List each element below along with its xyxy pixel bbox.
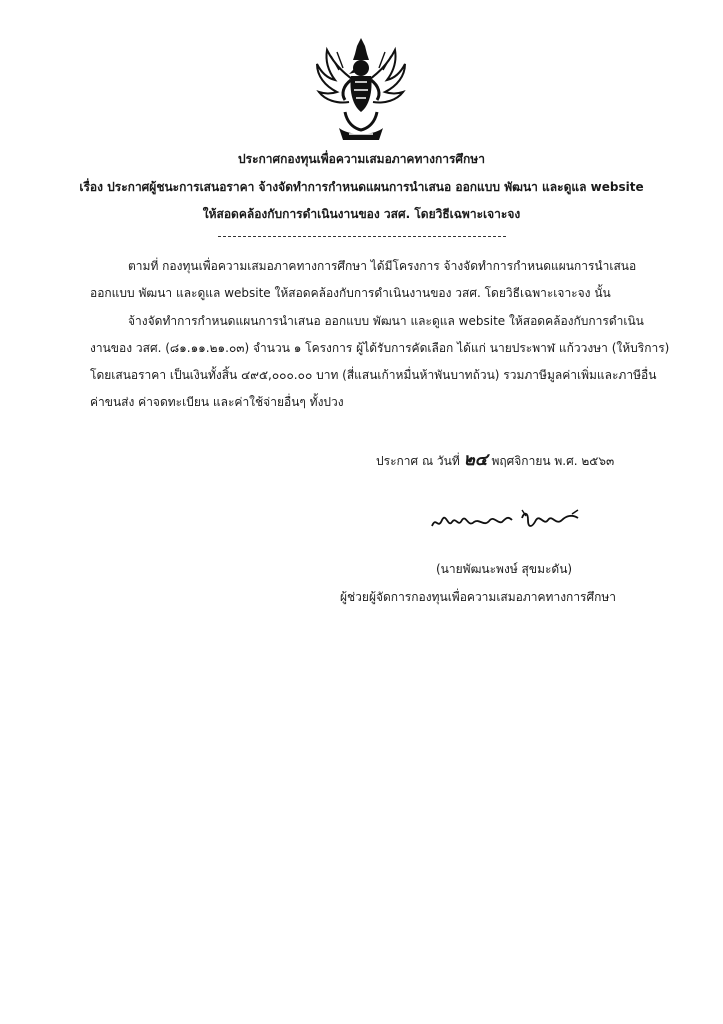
date-month-year: พฤศจิกายน พ.ศ. ๒๕๖๓ — [491, 454, 615, 468]
signatory-name: (นายพัฒนะพงษ์ สุขมะดัน) — [436, 562, 573, 576]
signature-icon — [428, 506, 588, 536]
date-prefix: ประกาศ ณ วันที่ — [376, 454, 460, 468]
paragraph-2-line-4: ค่าขนส่ง ค่าจดทะเบียน และค่าใช้จ่ายอื่นๆ ทั้งปวง — [90, 395, 344, 409]
announcement-date — [376, 446, 614, 473]
announcement-title: ประกาศกองทุนเพื่อความเสมอภาคทางการศึกษา — [238, 152, 485, 166]
date-day: ๒๔ — [463, 450, 488, 470]
paragraph-2-line-2: งานของ วสศ. (๘๑.๑๑.๒๑.๐๓) จำนวน ๑ โครงการ ผู้ได้รับการคัดเลือก ได้แก่ นายประพาฬ แก้ววงษา (ให้บริการ) — [90, 341, 670, 355]
paragraph-2-line-1: จ้างจัดทำการกำหนดแผนการนำเสนอ ออกแบบ พัฒนา และดูแล website ให้สอดคล้องกับการดำเนิน — [128, 314, 644, 328]
announcement-subject: เรื่อง ประกาศผู้ชนะการเสนอราคา จ้างจัดทำการกำหนดแผนการนำเสนอ ออกแบบ พัฒนา และดูแล website — [79, 180, 644, 194]
paragraph-1-line-1: ตามที่ กองทุนเพื่อความเสมอภาคทางการศึกษา ได้มีโครงการ จ้างจัดทำการกำหนดแผนการนำเสนอ — [128, 259, 637, 273]
announcement-subject-continuation: ให้สอดคล้องกับการดำเนินงานของ วสศ. โดยวิธีเฉพาะเจาะจง — [202, 207, 521, 221]
signatory-position: ผู้ช่วยผู้จัดการกองทุนเพื่อความเสมอภาคทางการศึกษา — [340, 590, 617, 604]
paragraph-2-line-3: โดยเสนอราคา เป็นเงินทั้งสิ้น ๔๙๕,๐๐๐.๐๐ บาท (สี่แสนเก้าหมื่นห้าพันบาทถ้วน) รวมภาษีมูลค่าเพิ่มและภาษีอื่น — [90, 368, 657, 382]
header-divider — [218, 236, 506, 237]
garuda-emblem-icon — [309, 36, 413, 142]
paragraph-1-line-2: ออกแบบ พัฒนา และดูแล website ให้สอดคล้องกับการดำเนินงานของ วสศ. โดยวิธีเฉพาะเจาะจง นั้น — [90, 286, 611, 300]
